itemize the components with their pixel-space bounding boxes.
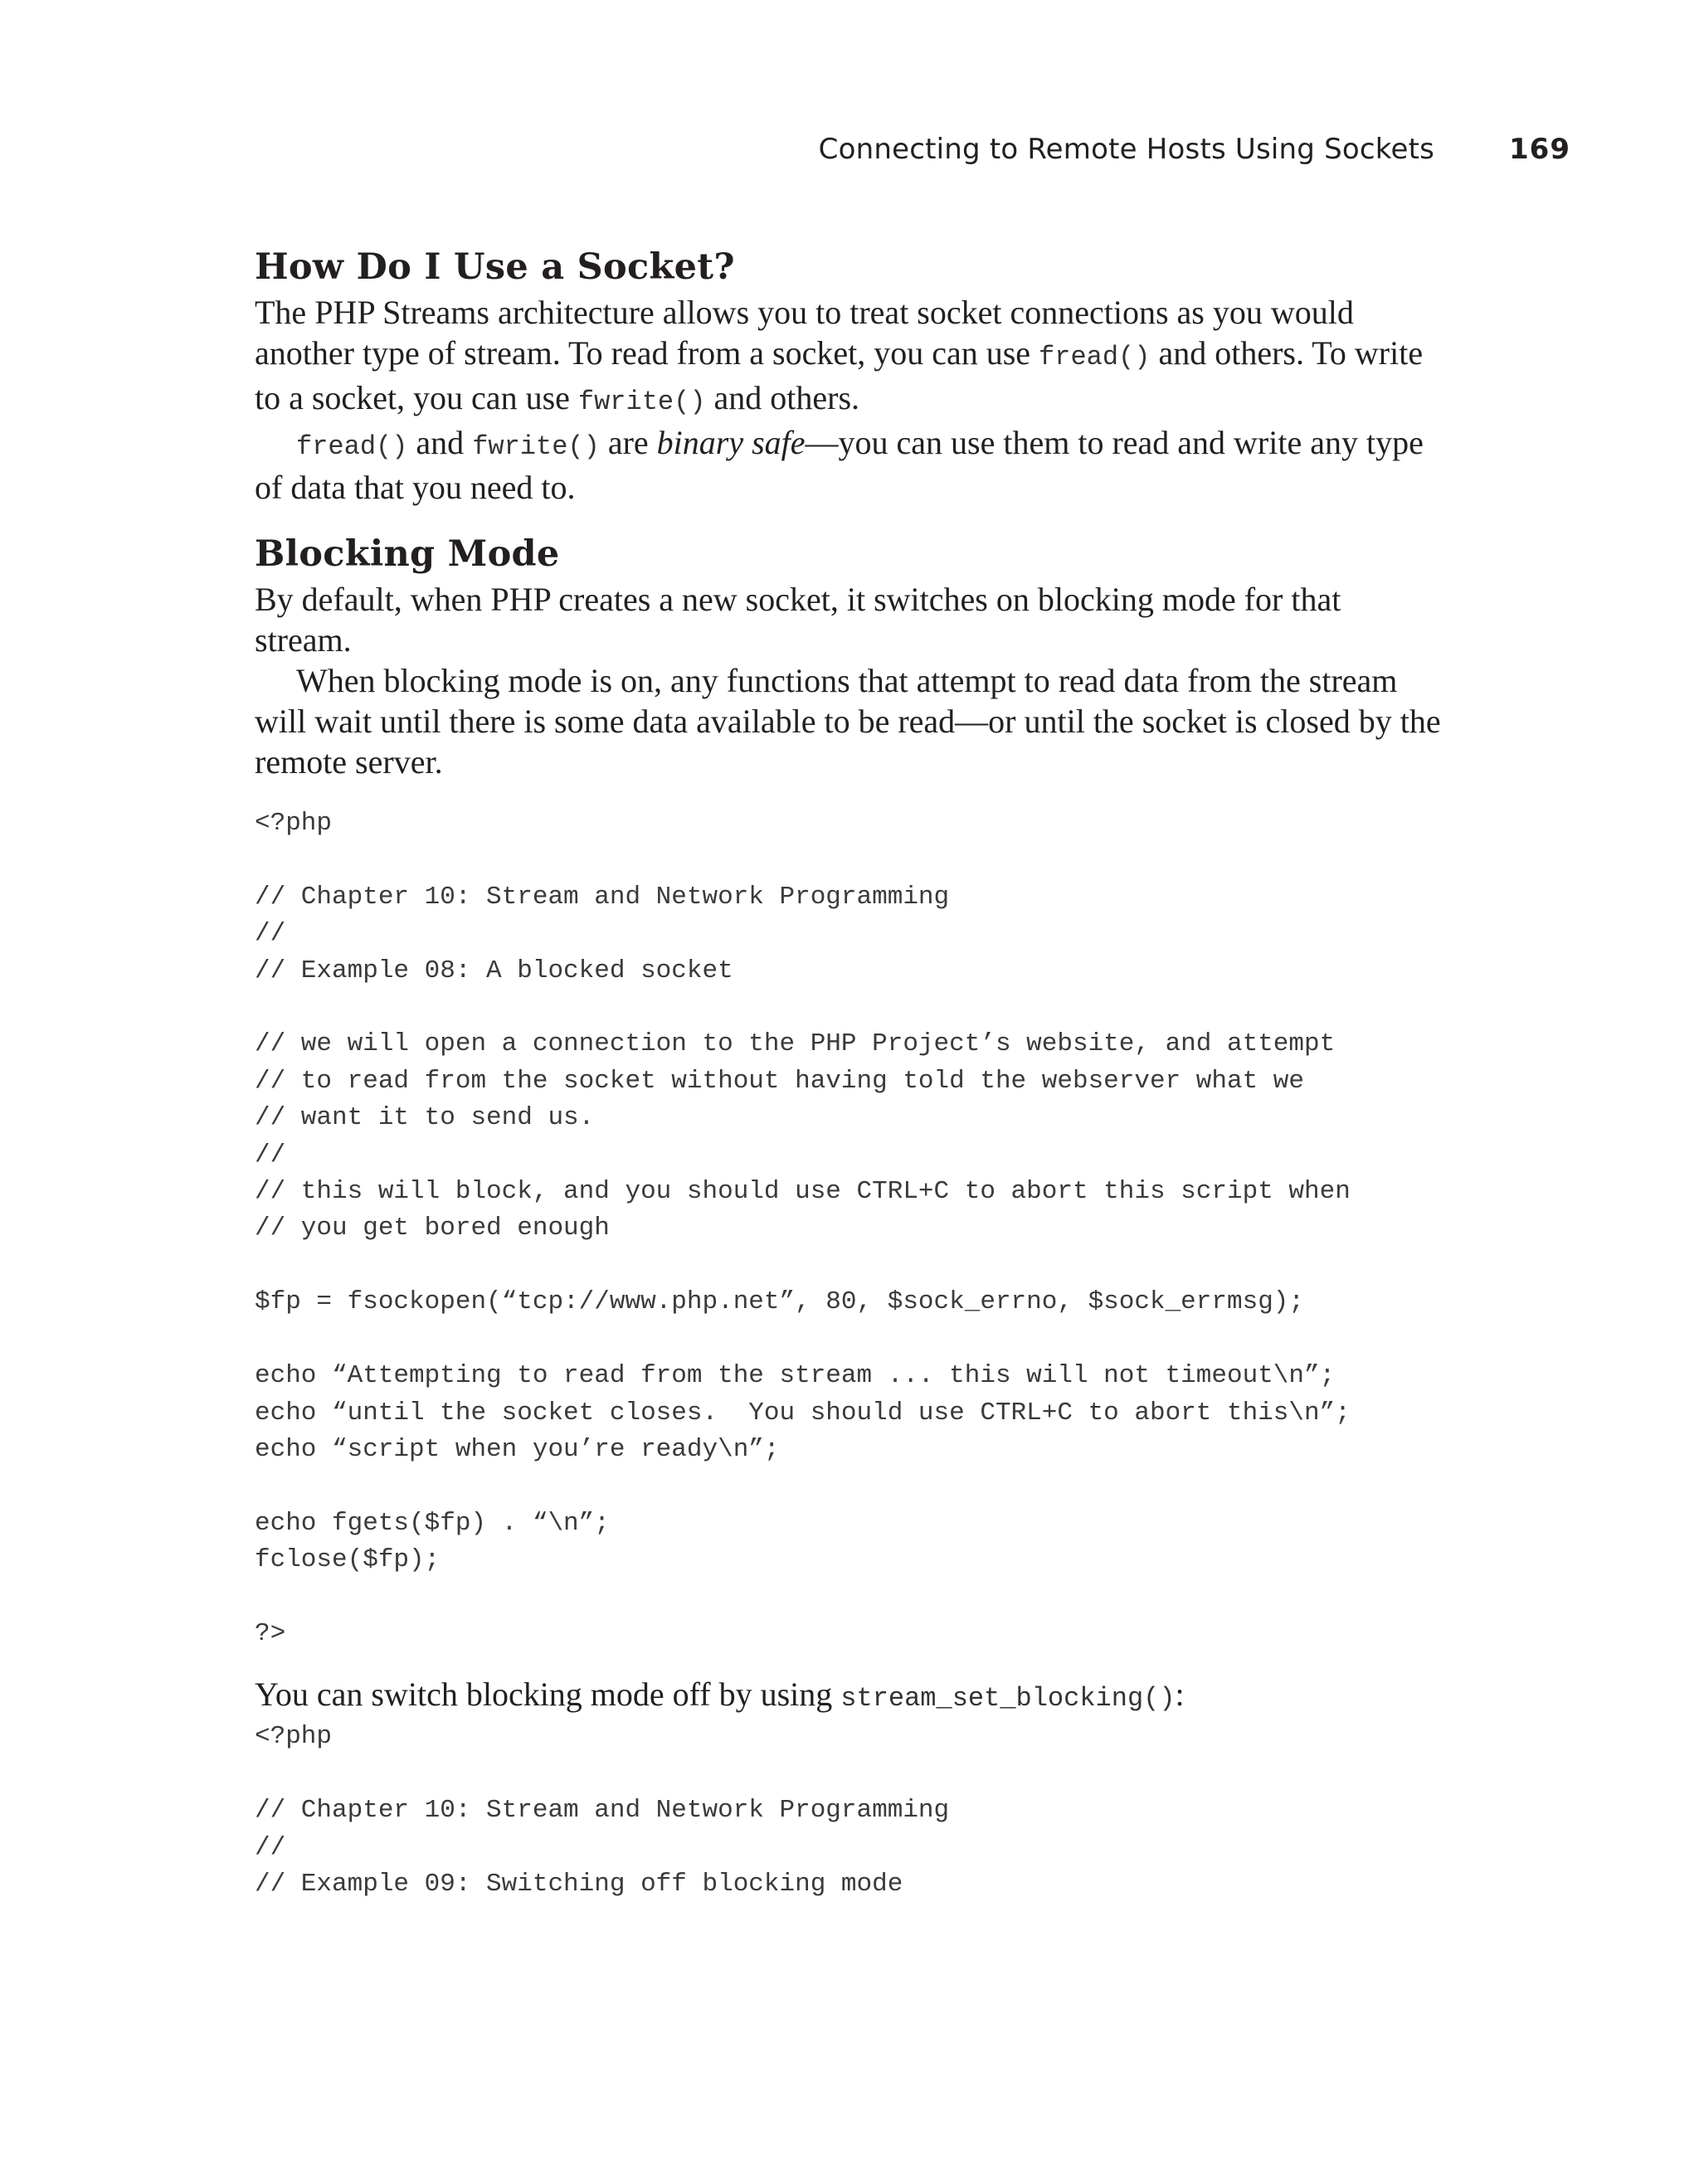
text-run: : <box>1175 1676 1185 1714</box>
code-listing-example-08: <?php // Chapter 10: Stream and Network Programming // // Example 08: A blocked socket // we will open a connection to the PHP Project’s website, and attempt // to read from the socket without having told the webserver what we // want it to send us. // // this will block, and you should use CTRL+C to abort this script when // you get bored enough $fp = fsockopen(“tcp://www.php.net”, 80, $sock_errno, $sock_errmsg); echo “Attempting to read from the stream ... this will not timeout\n”; echo “until the socket closes. You should use CTRL+C to abort this\n”; echo “script when you’re ready\n”; echo fgets($fp) . “\n”; fclose($fp); ?> <box>255 809 1351 1648</box>
running-head <box>819 133 1570 166</box>
text-run: are <box>599 424 657 461</box>
inline-code-fwrite: fwrite() <box>577 387 706 417</box>
section-heading-how-do-i-use-a-socket: How Do I Use a Socket? <box>255 246 735 288</box>
text-run: and others. To write to a socket, you can use <box>255 334 1424 416</box>
inline-code-fread: fread() <box>1039 342 1151 372</box>
text-run: and others. <box>705 379 860 416</box>
page-body <box>255 242 1441 1903</box>
text-run: and <box>407 424 473 461</box>
section-heading-blocking-mode: Blocking Mode <box>255 533 560 575</box>
emphasis-binary-safe: binary safe <box>656 424 806 461</box>
paragraph-default-blocking: By default, when PHP creates a new socket, it switches on blocking mode for that stream. <box>255 581 1341 659</box>
paragraph-binary-safe <box>255 422 1441 508</box>
text-run: The PHP Streams architecture allows you to treat socket connections as you would another type of stream. To read from a socket, you can use <box>255 294 1354 372</box>
page-number: 169 <box>1509 133 1570 166</box>
inline-code-fwrite: fwrite() <box>472 431 600 462</box>
text-run: —you can use them to read and write any type of data that you need to. <box>255 424 1424 506</box>
text-run: When blocking mode is on, any functions that attempt to read data from the stream will wait until there is some data available to be read—or until the socket is closed by the remote server. <box>255 662 1441 781</box>
text-run: You can switch blocking mode off by using <box>255 1676 841 1714</box>
inline-code-fread: fread() <box>296 431 408 462</box>
running-head-title: Connecting to Remote Hosts Using Sockets <box>818 133 1435 166</box>
code-listing-example-09: <?php // Chapter 10: Stream and Network Programming // // Example 09: Switching off blocking mode <box>255 1722 950 1899</box>
paragraph-socket-streams <box>255 292 1441 422</box>
inline-code-stream-set-blocking: stream_set_blocking() <box>840 1683 1176 1715</box>
paragraph-switch-blocking-off <box>255 1674 1441 1719</box>
paragraph-blocking-explained <box>255 660 1441 782</box>
